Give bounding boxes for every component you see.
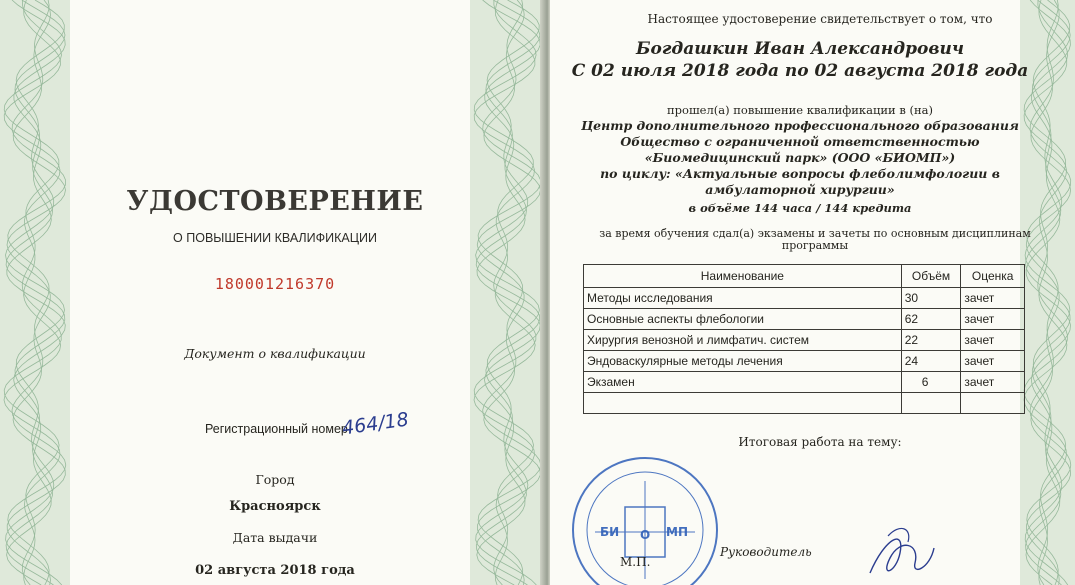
city-label: Город [255,472,295,487]
subject-volume [901,393,961,414]
subject-name [584,393,902,414]
course-volume: в объёме 144 часа / 144 кредита [688,201,912,215]
stamp-text: О [640,528,651,542]
organization-line: Общество с ограниченной ответственностью [620,134,980,149]
issue-date: 02 августа 2018 года [195,563,355,578]
organization-line: Центр дополнительного профессионального образования [581,118,1019,133]
column-header-name: Наименование [584,265,902,288]
subject-name: Эндоваскулярные методы лечения [584,351,902,372]
holder-name: Богдашкин Иван Александрович [635,39,965,59]
signature [860,518,940,585]
subject-grade: зачет [961,330,1025,351]
column-header-volume: Объём [901,265,961,288]
table-row [584,288,1025,309]
city: Красноярск [229,499,321,514]
subject-name: Экзамен [584,372,902,393]
issue-date-label: Дата выдачи [232,530,318,545]
exams-text: за время обучения сдал(а) экзамены и зачеты по основным дисциплинам программы [599,227,1031,252]
table-row [584,309,1025,330]
subject-grade [961,393,1025,414]
subjects-table [583,264,1025,414]
subject-grade: зачет [961,351,1025,372]
certificate-title: УДОСТОВЕРЕНИЕ [126,186,424,217]
table-row [584,393,1025,414]
course-line: амбулаторной хирургии» [705,182,895,197]
thesis-label: Итоговая работа на тему: [738,435,902,449]
training-period: С 02 июля 2018 года по 02 августа 2018 года [571,61,1029,81]
registration-number: 464/18 [340,408,411,440]
head-label: Руководитель [720,545,812,559]
subject-volume: 30 [901,288,961,309]
stamp-text: БИ [600,525,620,539]
subject-volume: 6 [901,372,961,393]
right-page [550,0,1075,585]
subject-volume: 22 [901,330,961,351]
subject-name: Основные аспекты флебологии [584,309,902,330]
subject-volume: 24 [901,351,961,372]
subject-grade: зачет [961,288,1025,309]
table-row [584,351,1025,372]
registration-label: Регистрационный номер [205,422,348,436]
column-header-grade: Оценка [961,265,1025,288]
subject-grade: зачет [961,309,1025,330]
subject-name: Методы исследования [584,288,902,309]
table-header-row [584,265,1025,288]
document-kind: Документ о квалификации [184,346,366,361]
subject-name: Хирургия венозной и лимфатич. систем [584,330,902,351]
intro-text: Настоящее удостоверение свидетельствует о том, что [647,12,993,26]
certificate-subtitle: О ПОВЫШЕНИИ КВАЛИФИКАЦИИ [173,231,377,245]
organization-line: «Биомедицинский парк» (ООО «БИОМП») [644,150,956,165]
stamp-text: МП [666,525,688,539]
course-line: по циклу: «Актуальные вопросы флеболимфологии в [600,166,1000,181]
passed-text: прошел(а) повышение квалификации в (на) [667,103,933,117]
table-row [584,330,1025,351]
table-row [584,372,1025,393]
subject-grade: зачет [961,372,1025,393]
serial-number: 180001216370 [214,275,336,293]
seal-label: М.П. [620,555,651,569]
subject-volume: 62 [901,309,961,330]
